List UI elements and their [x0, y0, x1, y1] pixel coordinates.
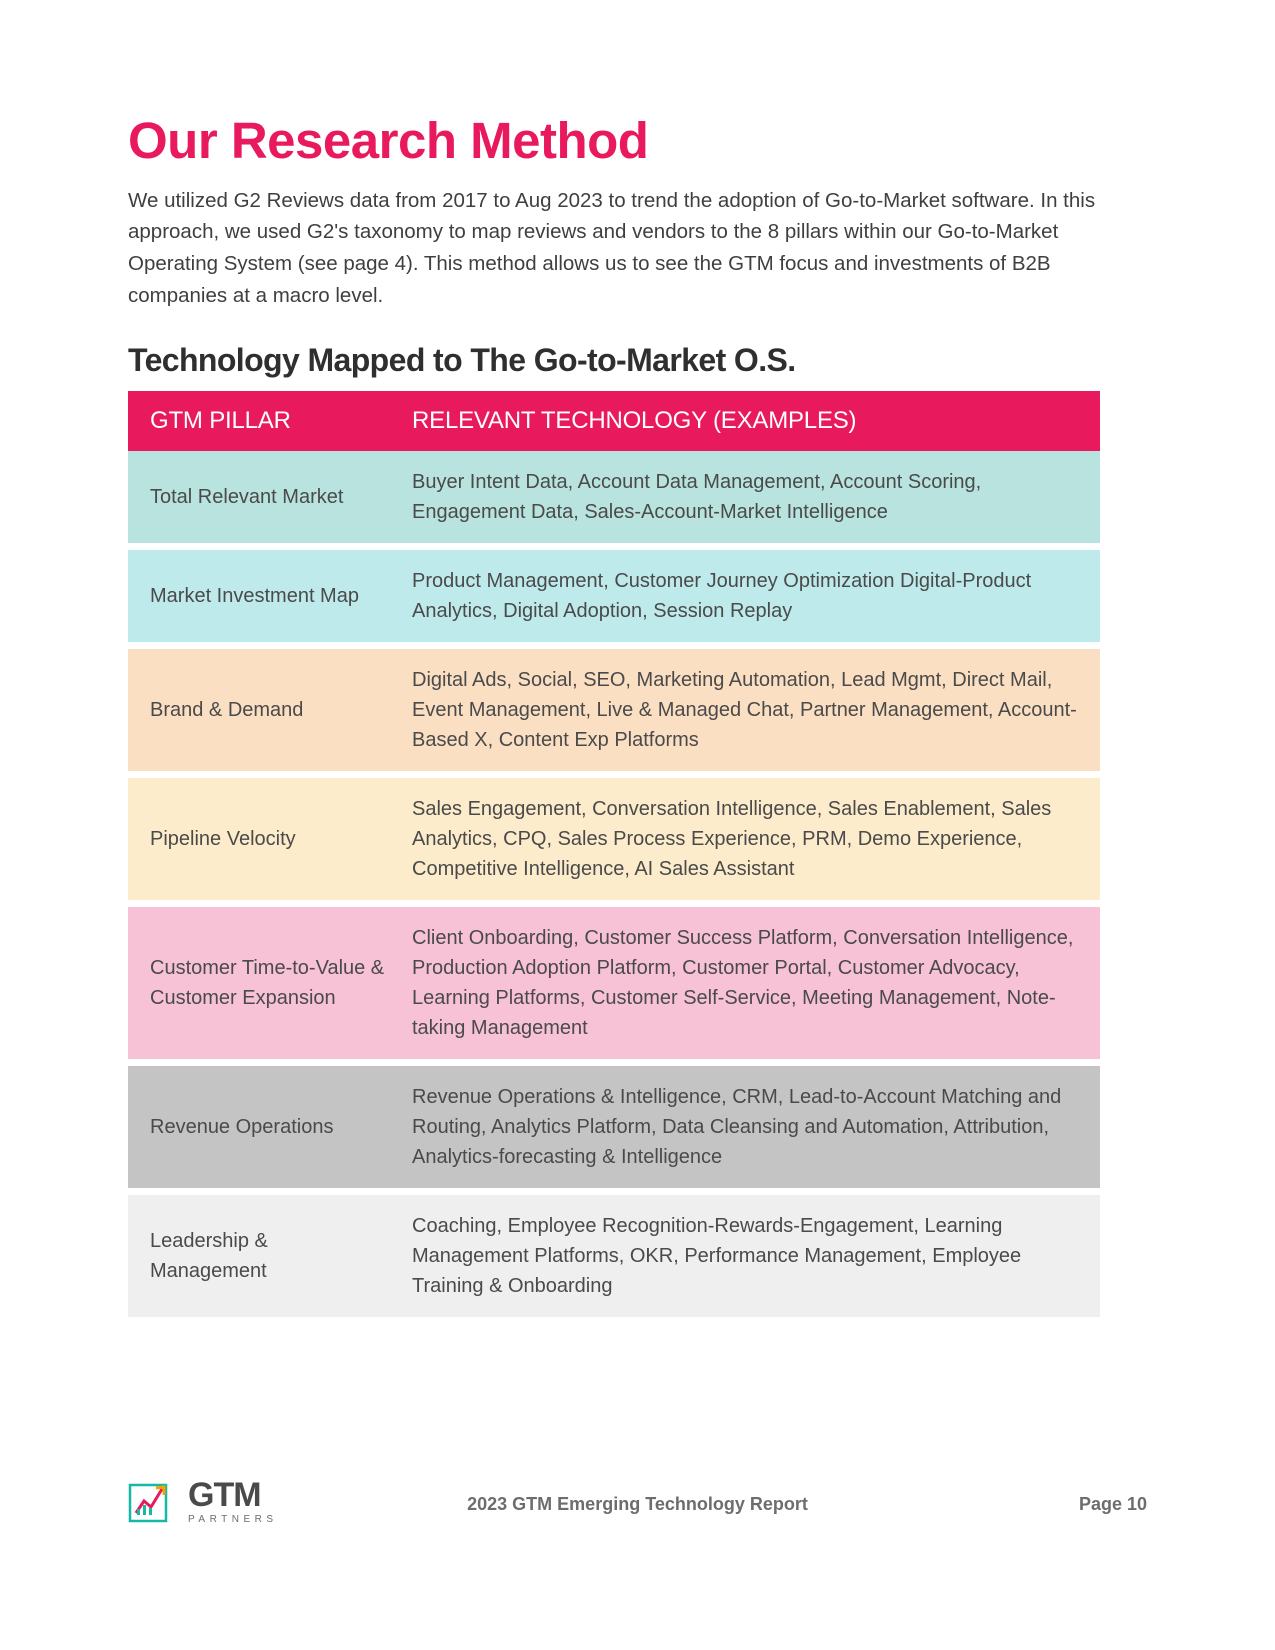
cell-relevant-technology: Product Management, Customer Journey Optimization Digital-Product Analytics, Digital Adoption, Session Replay: [412, 569, 1032, 622]
table-row: [128, 451, 1100, 543]
cell-relevant-technology: Revenue Operations & Intelligence, CRM, Lead-to-Account Matching and Routing, Analytics Platform, Data Cleansing and Automation, Attribution, Analytics-forecasting & Intelligence: [412, 1085, 1062, 1168]
cell-relevant-technology: Sales Engagement, Conversation Intelligence, Sales Enablement, Sales Analytics, CPQ, Sales Process Experience, PRM, Demo Experience, Competitive Intelligence, AI Sales Assistant: [412, 797, 1052, 880]
cell-relevant-technology: Digital Ads, Social, SEO, Marketing Automation, Lead Mgmt, Direct Mail, Event Management, Live & Managed Chat, Partner Management, Account-Based X, Content Exp Platforms: [412, 668, 1077, 751]
cell-gtm-pillar: Market Investment Map: [150, 584, 359, 607]
footer-page-number: Page 10: [1078, 1494, 1147, 1514]
section-subtitle: Technology Mapped to The Go-to-Market O.S.: [128, 341, 796, 378]
spacer-cell: [128, 642, 1100, 649]
table-row: [128, 1066, 1100, 1188]
table-row-spacer: [128, 543, 1100, 550]
table-body: [128, 451, 1100, 1317]
cell-relevant-technology: Coaching, Employee Recognition-Rewards-Engagement, Learning Management Platforms, OKR, Performance Management, Employee Training & Onboarding: [412, 1214, 1022, 1297]
intro-paragraph: We utilized G2 Reviews data from 2017 to Aug 2023 to trend the adoption of Go-to-Market software. In this approach, we used G2's taxonomy to map reviews and vendors to the 8 pillars within our Go-to-Market Operating System (see page 4). This method allows us to see the GTM focus and investments of B2B companies at a macro level.: [128, 188, 1096, 307]
table-row-spacer: [128, 1188, 1100, 1195]
technology-mapping-table: [128, 391, 1100, 1317]
page-footer: [128, 1478, 1147, 1538]
table-header-row: [128, 391, 1100, 451]
table-row-spacer: [128, 642, 1100, 649]
table-row-spacer: [128, 900, 1100, 907]
column-header-gtm-pillar: GTM PILLAR: [128, 391, 390, 451]
table-row: [128, 649, 1100, 771]
cell-gtm-pillar: Customer Time-to-Value & Customer Expansion: [150, 956, 385, 1009]
spacer-cell: [128, 1188, 1100, 1195]
cell-relevant-technology: Client Onboarding, Customer Success Platform, Conversation Intelligence, Production Adoption Platform, Customer Portal, Customer Advocacy, Learning Platforms, Customer Self-Service, Meeting Management, Note-taking Management: [412, 926, 1074, 1039]
spacer-cell: [128, 771, 1100, 778]
cell-relevant-technology: Buyer Intent Data, Account Data Management, Account Scoring, Engagement Data, Sales-Account-Market Intelligence: [412, 470, 982, 523]
page-title: Our Research Method: [128, 112, 649, 169]
table-row-spacer: [128, 1059, 1100, 1066]
table-row: [128, 907, 1100, 1059]
logo-subtitle: PARTNERS: [188, 1514, 278, 1525]
cell-gtm-pillar: Revenue Operations: [150, 1115, 334, 1138]
table-row: [128, 1195, 1100, 1317]
footer-report-title: 2023 GTM Emerging Technology Report: [467, 1494, 808, 1514]
cell-gtm-pillar: Total Relevant Market: [150, 485, 344, 508]
spacer-cell: [128, 900, 1100, 907]
spacer-cell: [128, 543, 1100, 550]
table-row-spacer: [128, 771, 1100, 778]
table-row: [128, 550, 1100, 642]
column-header-relevant-technology: RELEVANT TECHNOLOGY (EXAMPLES): [390, 391, 1100, 451]
cell-gtm-pillar: Brand & Demand: [150, 698, 304, 721]
logo-wordmark: GTM: [188, 1476, 261, 1514]
table-row: [128, 778, 1100, 900]
cell-gtm-pillar: Leadership & Management: [150, 1229, 268, 1282]
spacer-cell: [128, 1059, 1100, 1066]
cell-gtm-pillar: Pipeline Velocity: [150, 827, 296, 850]
table-head: [128, 391, 1100, 451]
